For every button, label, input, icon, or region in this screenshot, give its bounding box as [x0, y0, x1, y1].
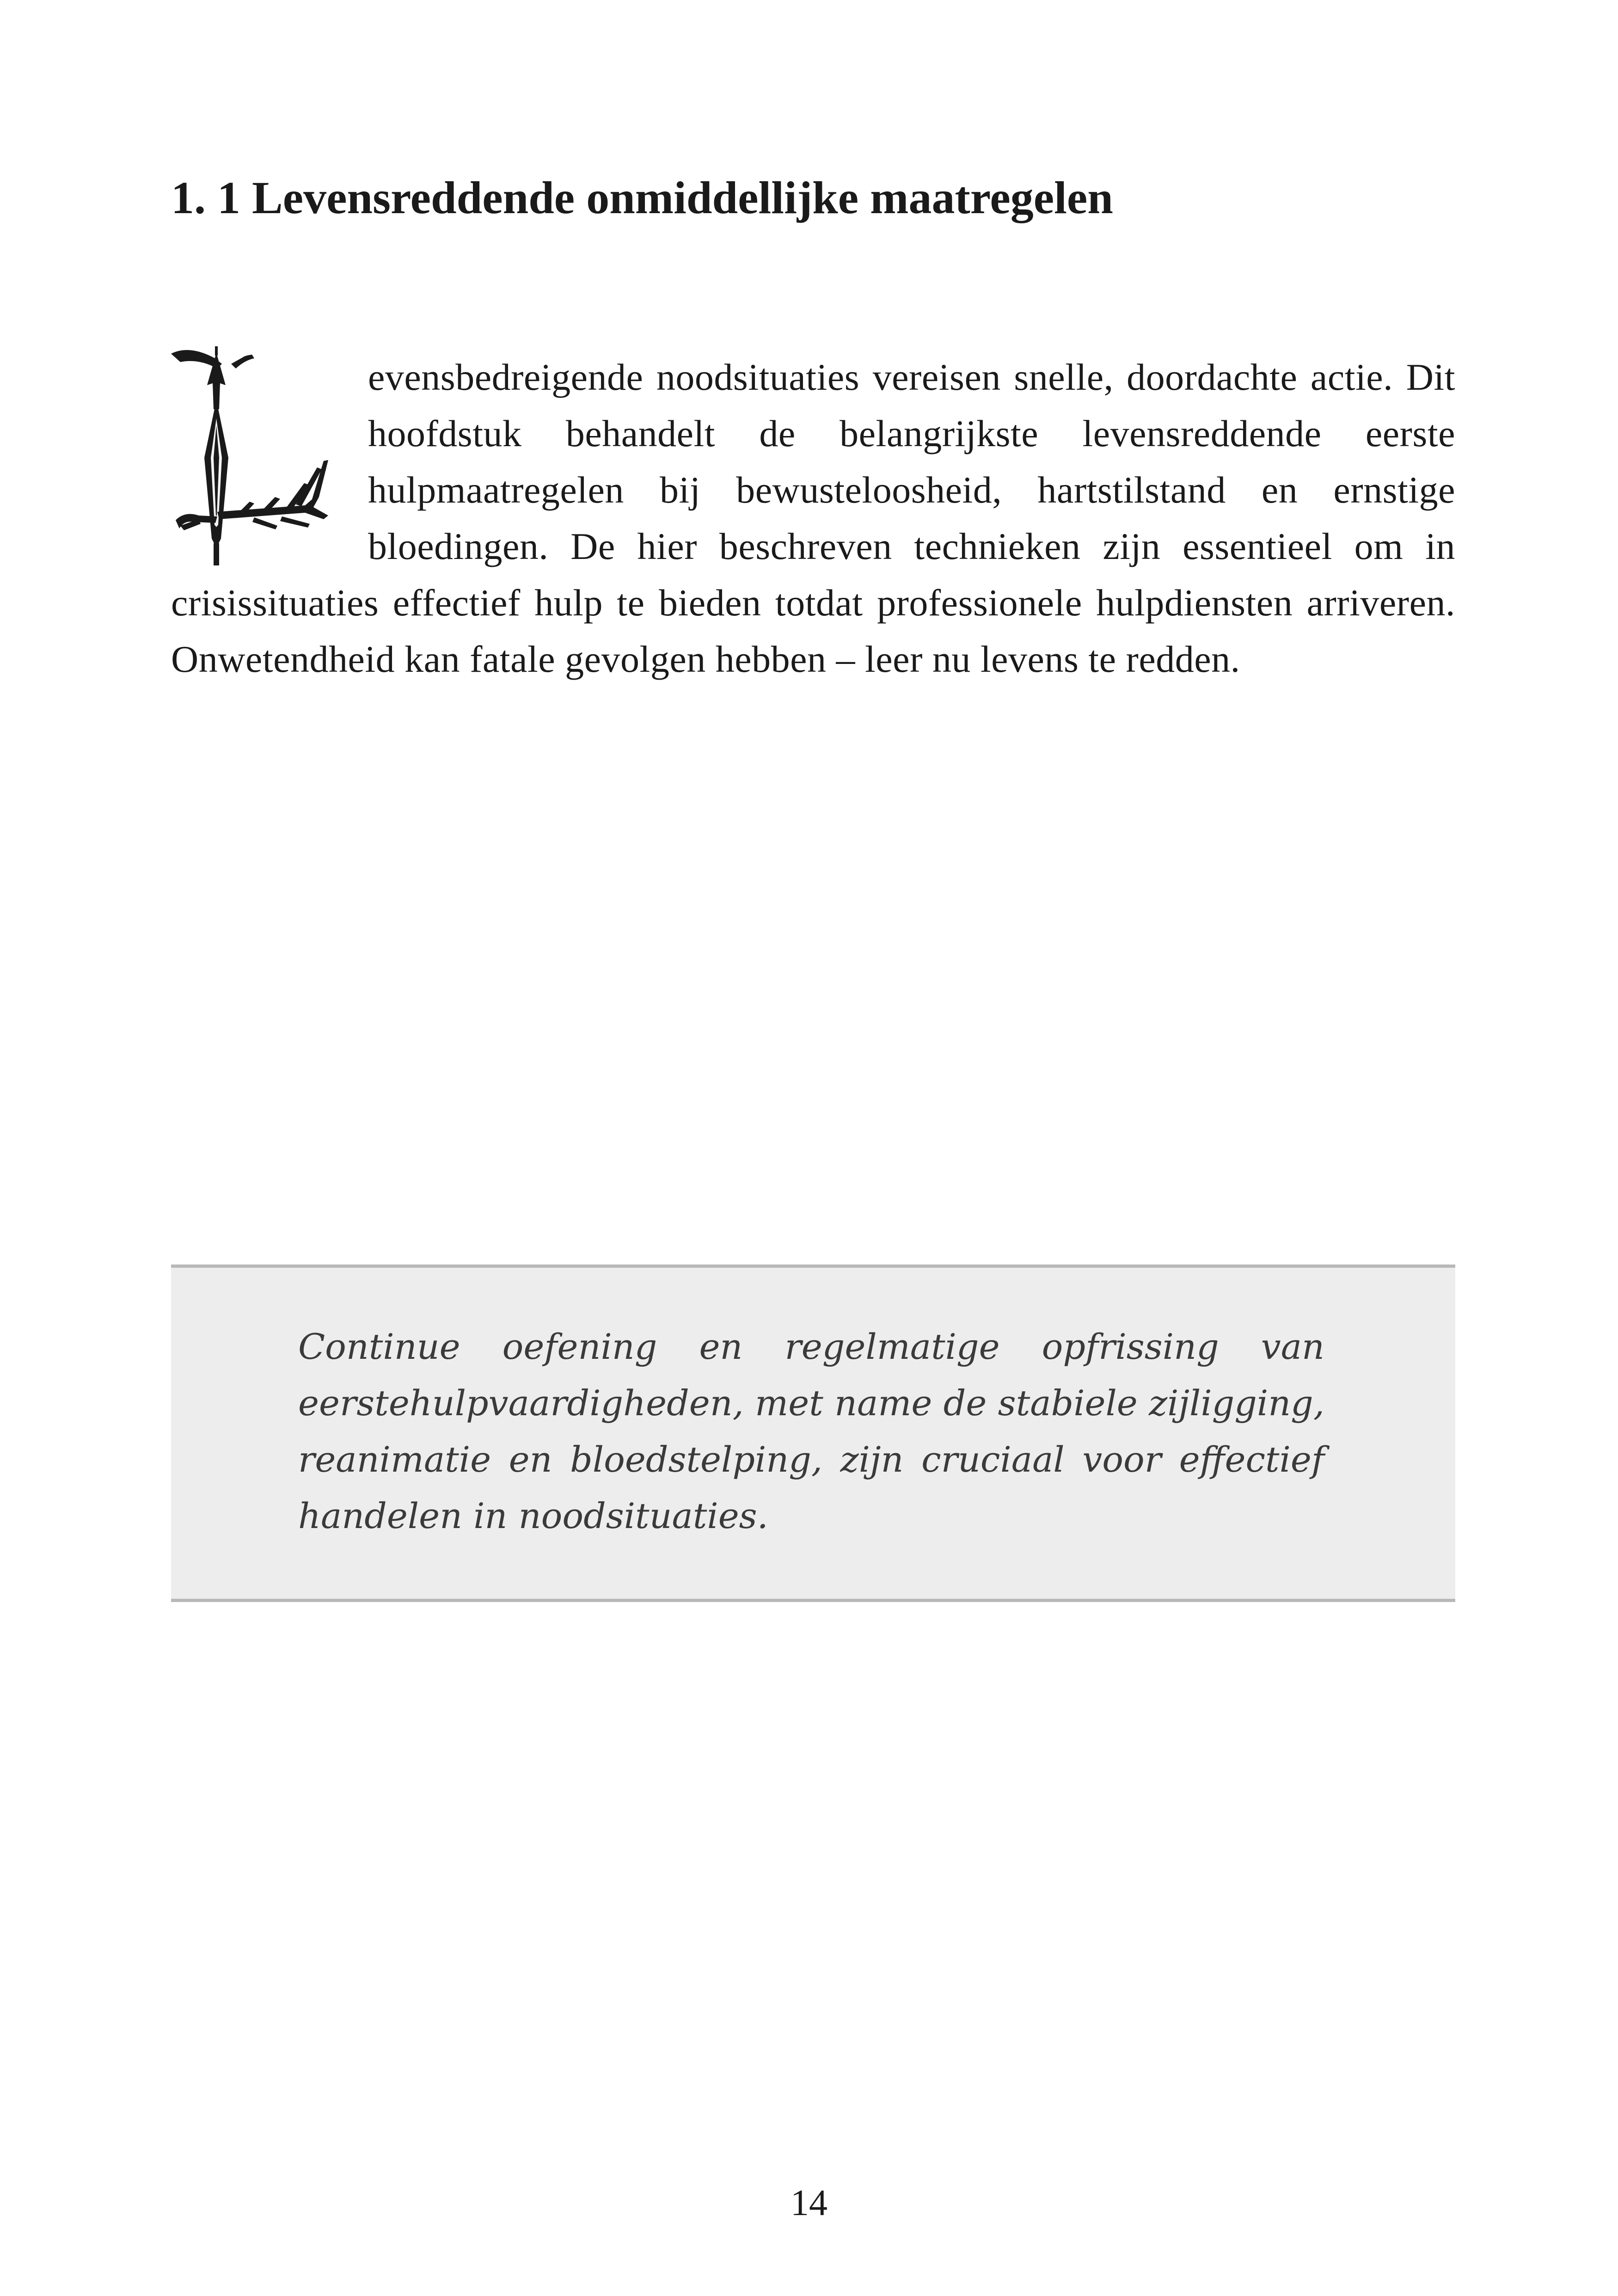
intro-block — [171, 344, 1455, 688]
section-heading: 1. 1 Levensreddende onmiddellijke maatregelen — [171, 172, 1113, 223]
drop-cap-l-ornament — [171, 344, 349, 566]
callout-text: Continue oefening en regelmatige opfrissing van eerstehulpvaardigheden, met name de stabiele zijligging, reanimatie en bloedstelping, zijn cruciaal voor effectief handelen in noodsituaties. — [298, 1326, 1324, 1536]
callout-box — [171, 1265, 1455, 1602]
page-number: 14 — [791, 2183, 827, 2223]
intro-paragraph: evensbedreigende noodsituaties vereisen snelle, doordachte actie. Dit hoofdstuk behandelt de belangrijkste levensreddende eerste hulpmaatregelen bij bewusteloosheid, hartstilstand en ernstige bloedingen. De hier beschreven technieken zijn essentieel om in crisissituaties effectief hulp te bieden totdat professionele hulpdiensten arriveren. Onwetendheid kan fatale gevolgen hebben – leer nu levens te redden. — [171, 356, 1455, 680]
